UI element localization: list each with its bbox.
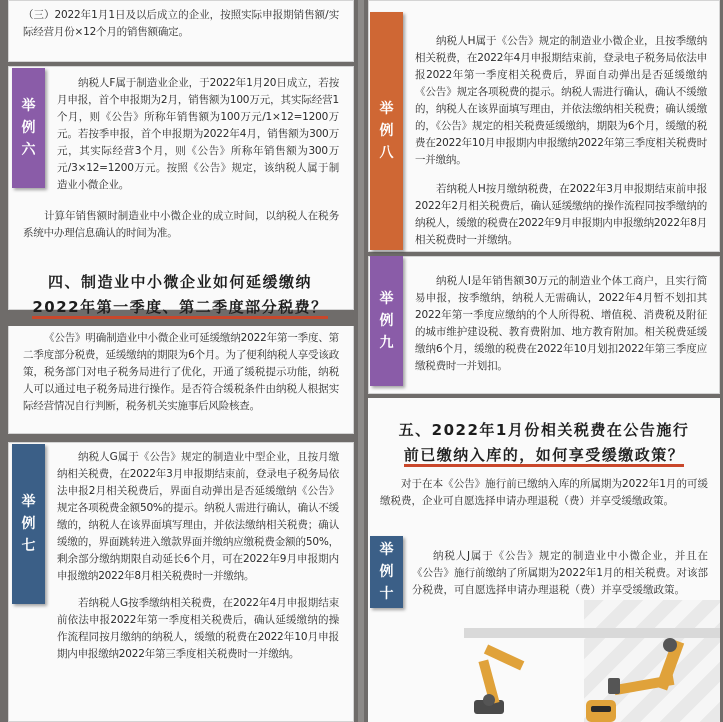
section-4-heading <box>10 270 350 320</box>
example-7-tag: 举 例 七 <box>12 444 45 604</box>
right-column <box>364 0 723 722</box>
section-5-paragraph-wrap <box>380 476 708 510</box>
robot-head-icon <box>586 700 616 722</box>
example-9-paragraph: 纳税人I是年销售额30万元的制造业个体工商户，且实行简易申报，按季缴纳，纳税人无需确认，2022年4月暂不划扣其2022年第一季度应缴纳的个人所得税、增值税、消费税及附征的城市维护建设税、教育费附加、地方教育附加。相关税费延缓缴纳6个月，缓缴的税费在2022年10月划扣2022年第三季度应缴税费时一并划扣。 <box>415 275 707 372</box>
right-robot-arm-icon <box>608 638 684 695</box>
example-8-paragraph-2: 若纳税人H按月缴纳税费，在2022年3月申报期结束前申报2022年2月相关税费后，确认延缓缴纳的操作流程同按季缴纳的纳税人，缓缴的税费在2022年9月申报期内申报缴纳2022年8月相关税费时一并缴纳。 <box>415 183 707 246</box>
example-7-card <box>8 442 354 722</box>
example-8-tag: 举 例 八 <box>370 12 403 250</box>
example-7-paragraph-1: 纳税人G属于《公告》规定的制造业中型企业，且按月缴纳相关税费，在2022年3月申报期结束前，登录电子税务局依法申报2月相关税费后，界面自动弹出是否延缓缴纳《公告》规定各项税费金额50%的提示。纳税人需进行确认，确认不缓缴的，纳税人在该界面填写理由，并依法缴纳相关税费；确认缓缴的，界面跳转进入缴款界面并缴纳应缴税费金额的50%，剩余部分缴纳期限自动延长6个月，可在2022年9月申报期内申报缴纳2022年8月相关税费时一并缴纳。 <box>57 451 339 582</box>
example-10-block <box>412 548 708 599</box>
left-robot-arm-icon <box>474 644 524 714</box>
left-column <box>0 0 358 722</box>
section-4-card <box>8 326 354 434</box>
example-8-paragraph-1: 纳税人H属于《公告》规定的制造业小微企业，且按季缴纳相关税费，在2022年4月申报期结束前，登录电子税务局依法申报2022年第一季度相关税费后，界面自动弹出是否延缓缴纳《公告》规定各项税费的提示。纳税人需进行确认，确认不缓缴的，纳税人在该界面填写理由，并依法缴纳相关税费；确认缓缴的，《公告》规定的相关税费延缓缴纳，期限为6个月，缓缴的税费在2022年10月申报期内申报缴纳2022年第三季度相关税费时一并缴纳。 <box>415 35 707 166</box>
section-5-heading <box>368 418 720 468</box>
example-6-tag: 举 例 六 <box>12 68 45 188</box>
section-5-line-2: 前已缴纳入库的，如何享受缓缴政策？ <box>368 443 720 468</box>
intro-card <box>8 0 354 62</box>
example-9-tag: 举 例 九 <box>370 256 403 386</box>
example-10-tag: 举 例 十 <box>370 536 403 608</box>
example-8-card <box>368 0 720 252</box>
example-9-card <box>368 256 720 394</box>
example-10-paragraph: 纳税人J属于《公告》规定的制造业中小微企业，并且在《公告》施行前缴纳了所属期为2022年1月的相关税费。对该部分税费，可自愿选择申请办理退税（费）并享受缓缴政策。 <box>412 550 708 596</box>
calc-note-paragraph: 计算年销售额时制造业中小微企业的成立时间，以纳税人在税务系统中办理信息确认的时间为准。 <box>23 210 339 239</box>
example-7-paragraph-2: 若纳税人G按季缴纳相关税费，在2022年4月申报期结束前依法申报2022年第一季度相关税费后，确认延缓缴纳的操作流程同按月缴纳的纳税人，缓缴的税费在2022年10月申报期内申报缴纳2022年第三季度相关税费时一并缴纳。 <box>57 597 339 660</box>
conveyor-rail <box>464 628 720 638</box>
section-4-paragraph: 《公告》明确制造业中小微企业可延缓缴纳2022年第一季度、第二季度部分税费，延缓缴纳的期限为6个月。为了便利纳税人享受该政策，税务部门对电子税务局进行了优化，开通了缓税提示功能，纳税人可以通过电子税务局进行操作。是否符合缓税条件由纳税人根据实际经营情况自行判断，税务机关实施事后风险核查。 <box>23 332 339 412</box>
intro-paragraph: （三）2022年1月1日及以后成立的企业，按照实际申报期销售额/实际经营月份×12个月的销售额确定。 <box>23 9 339 38</box>
section-4-line-2: 2022年第一季度、第二季度部分税费？ <box>10 295 350 320</box>
section-4-line-1: 四、制造业中小微企业如何延缓缴纳 <box>47 273 312 291</box>
section-5-line-1: 五、2022年1月份相关税费在公告施行 <box>398 421 690 439</box>
example-6-paragraph: 纳税人F属于制造业企业，于2022年1月20日成立，若按月申报，首个申报期为2月，销售额为100万元，其实际经营1个月，则《公告》所称年销售额为100万元/1×12=1200万元。若按季申报，首个申报期为2022年4月，销售额为300万元，其实际经营3个月，则《公告》所称年销售额为300万元/3×12=1200万元。按照《公告》规定，该纳税人属于制造业小微企业。 <box>57 77 339 191</box>
robot-arm-illustration <box>464 620 720 722</box>
section-5-paragraph: 对于在本《公告》施行前已缴纳入库的所属期为2022年1月的可缓缴税费，企业可自愿选择申请办理退税（费）并享受缓缴政策。 <box>380 478 708 507</box>
